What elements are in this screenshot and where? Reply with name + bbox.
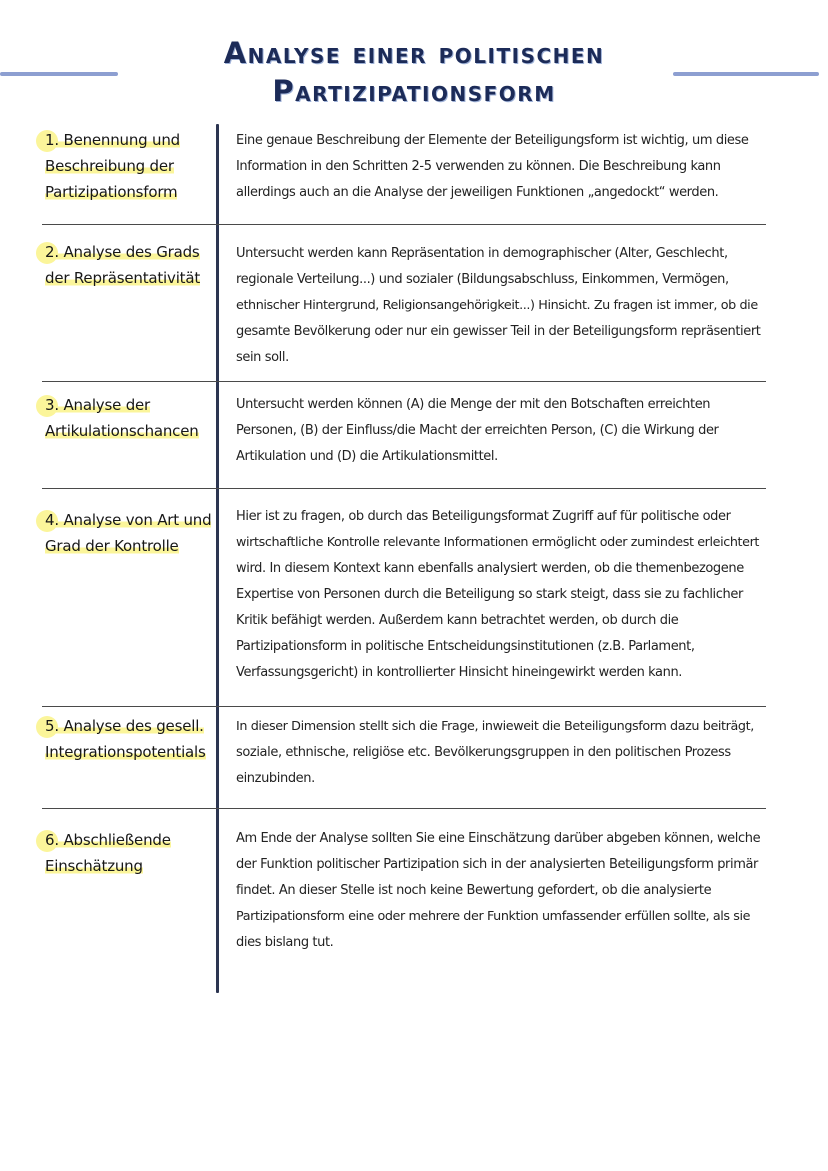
section-6-text xyxy=(236,826,760,956)
text-line: Hier ist zu fragen, ob durch das Beteiligungsformat Zugriff auf für politische oder xyxy=(236,509,731,524)
section-2-text xyxy=(236,241,760,371)
text-line: Partizipationsform in politische Entscheidungsinstitutionen (z.B. Parlament, xyxy=(236,639,695,654)
text-line: einzubinden. xyxy=(236,771,315,786)
text-line: Verfassungsgericht) in kontrollierter Hinsicht hineingewirkt werden kann. xyxy=(236,665,683,680)
label-line: Beschreibung der xyxy=(45,157,174,175)
section-3-text xyxy=(236,392,760,470)
text-line: Untersucht werden können (A) die Menge der mit den Botschaften erreichten xyxy=(236,397,711,412)
row-separator xyxy=(42,488,766,489)
label-line: Grad der Kontrolle xyxy=(45,537,179,555)
text-line: Personen, (B) der Einfluss/die Macht der erreichten Person, (C) die Wirkung der xyxy=(236,423,719,438)
label-line: 1. Benennung und xyxy=(45,131,180,149)
label-line: 3. Analyse der xyxy=(45,396,151,414)
decorative-line-left xyxy=(0,72,118,76)
label-line: Einschätzung xyxy=(45,857,143,875)
label-line: Integrationspotentials xyxy=(45,743,206,761)
section-4-label xyxy=(45,507,215,559)
text-line: allerdings auch an die Analyse der jeweiligen Funktionen „angedockt“ werden. xyxy=(236,185,719,200)
row-separator xyxy=(42,808,766,809)
text-line: Artikulation und (D) die Artikulationsmittel. xyxy=(236,449,498,464)
row-separator xyxy=(42,224,766,225)
text-line: ethnischer Hintergrund, Religionsangehörigkeit...) Hinsicht. Zu fragen ist immer, ob die xyxy=(236,298,758,313)
column-divider xyxy=(216,124,219,993)
text-line: wird. In diesem Kontext kann ebenfalls analysiert werden, ob die themenbezogene xyxy=(236,561,744,576)
label-line: Artikulationschancen xyxy=(45,422,199,440)
text-line: Am Ende der Analyse sollten Sie eine Einschätzung darüber abgeben können, welche xyxy=(236,831,761,846)
text-line: Eine genaue Beschreibung der Elemente der Beteiligungsform ist wichtig, um diese xyxy=(236,133,749,148)
section-1-text xyxy=(236,128,760,206)
text-line: Information in den Schritten 2-5 verwenden zu können. Die Beschreibung kann xyxy=(236,159,721,174)
text-line: Expertise von Personen durch die Beteiligung so stark steigt, dass sie zu fachlicher xyxy=(236,587,743,602)
row-separator xyxy=(42,706,766,707)
text-line: In dieser Dimension stellt sich die Frage, inwieweit die Beteiligungsform dazu beiträgt, xyxy=(236,719,754,734)
label-line: 5. Analyse des gesell. xyxy=(45,717,204,735)
label-line: der Repräsentativität xyxy=(45,269,201,287)
decorative-line-right xyxy=(673,72,819,76)
label-line: 4. Analyse von Art und xyxy=(45,511,212,529)
title-line-2: Partizipationsform xyxy=(272,74,556,108)
section-4-text xyxy=(236,504,760,686)
text-line: gesamte Bevölkerung oder nur ein gewisser Teil in der Beteiligungsform repräsentiert xyxy=(236,324,761,339)
label-line: 6. Abschließende xyxy=(45,831,171,849)
text-line: dies bislang tut. xyxy=(236,935,334,950)
text-line: findet. An dieser Stelle ist noch keine Bewertung gefordert, ob die analysierte xyxy=(236,883,712,898)
text-line: regionale Verteilung...) und sozialer (Bildungsabschluss, Einkommen, Vermögen, xyxy=(236,272,729,287)
section-2-label xyxy=(45,239,215,291)
label-line: Partizipationsform xyxy=(45,183,178,201)
text-line: sein soll. xyxy=(236,350,289,365)
text-line: der Funktion politischer Partizipation sich in der analysierten Beteiligungsform primär xyxy=(236,857,758,872)
section-6-label xyxy=(45,827,215,879)
row-separator xyxy=(42,381,766,382)
section-3-label xyxy=(45,392,215,444)
section-5-label xyxy=(45,713,215,765)
section-5-text xyxy=(236,714,760,792)
title-line-1: Analyse einer politischen xyxy=(223,36,605,70)
label-line: 2. Analyse des Grads xyxy=(45,243,200,261)
text-line: Partizipationsform eine oder mehrere der Funktion umfassender erfüllen sollte, als sie xyxy=(236,909,751,924)
text-line: Untersucht werden kann Repräsentation in demographischer (Alter, Geschlecht, xyxy=(236,246,728,261)
section-1-label xyxy=(45,127,215,205)
text-line: Kritik befähigt werden. Außerdem kann betrachtet werden, ob durch die xyxy=(236,613,679,628)
text-line: soziale, ethnische, religiöse etc. Bevölkerungsgruppen in den politischen Prozess xyxy=(236,745,731,760)
text-line: wirtschaftliche Kontrolle relevante Informationen ermöglicht oder zumindest erleichtert xyxy=(236,535,760,550)
